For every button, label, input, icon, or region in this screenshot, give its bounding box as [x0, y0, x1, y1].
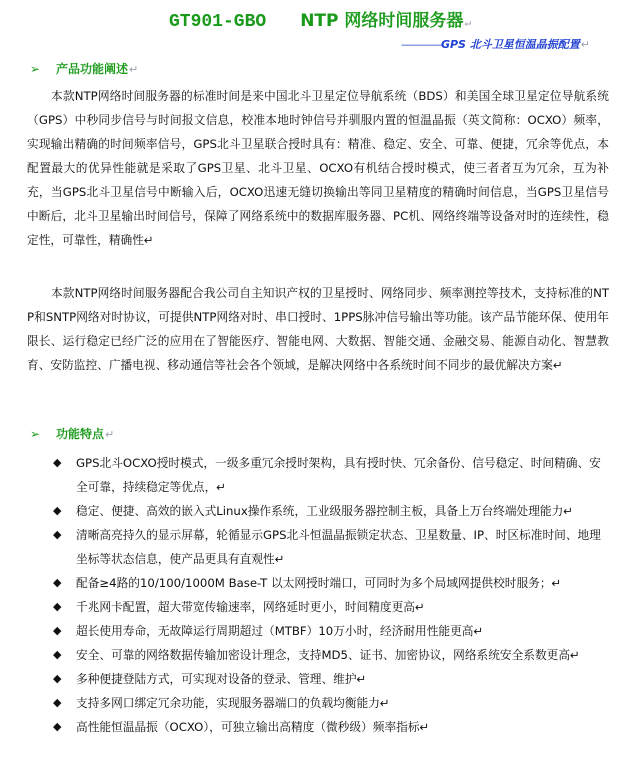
subtitle-text: GPS 北斗卫星恒温晶振配置: [440, 38, 580, 51]
list-item: [0, 667, 611, 691]
diamond-bullet-icon: ◆: [53, 720, 62, 733]
feature-list: [0, 451, 640, 739]
paragraph-mark: ↵: [129, 63, 139, 76]
feature-text: 配备≥4路的10/100/1000M Base-T 以太网授时端口，可同时为多个局域网提供校时服务；↵: [76, 576, 562, 590]
section-title: 产品功能阐述: [56, 62, 129, 76]
feature-text: 超长使用寿命，无故障运行周期超过（MTBF）10万小时，经济耐用性能更高↵: [76, 624, 484, 638]
list-item: [0, 451, 611, 499]
diamond-bullet-icon: ◆: [53, 624, 62, 637]
diamond-bullet-icon: ◆: [53, 456, 62, 469]
section-title: 功能特点: [56, 427, 105, 441]
feature-text: 清晰高亮持久的显示屏幕，轮循显示GPS北斗恒温晶振锁定状态、卫星数量、IP、时区标准时间、地理坐标等状态信息，使产品更具有直观性↵: [76, 528, 601, 566]
paragraph-overview-1: 本款NTP网络时间服务器的标准时间是来中国北斗卫星定位导航系统（BDS）和美国全球卫星定位导航系统（GPS）中秒同步信号与时间报文信息，校准本地时钟信号并驯服内置的恒温晶振（英文简称：OCXO）频率，实现输出精确的时间频率信号，GPS北斗卫星联合授时具有：精准、稳定、安全、可靠、便捷，冗余等优点，本配置最大的优异性能就是采取了GPS卫星、北斗卫星、OCXO有机结合授时模式，使三者者互为冗余，互为补充，当GPS北斗卫星信号中断输入后，OCXO迅速无缝切换输出等同卫星精度的精确时间信息，当GPS卫星信号中断后，北斗卫星输出时间信号，保障了网络系统中的数据库服务器、PC机、网络终端等设备对时的连续性，稳定性，可靠性，精确性↵: [27, 89, 609, 247]
diamond-bullet-icon: ◆: [53, 504, 62, 517]
feature-text: GPS北斗OCXO授时模式，一级多重冗余授时架构，具有授时快、冗余备份、信号稳定、时间精确、安全可靠，持续稳定等优点，↵: [76, 456, 601, 494]
arrow-bullet-icon: ➢: [30, 427, 41, 441]
diamond-bullet-icon: ◆: [53, 648, 62, 661]
feature-text: 千兆网卡配置，超大带宽传输速率，网络延时更小，时间精度更高↵: [76, 600, 425, 614]
document-title: [0, 6, 640, 32]
paragraph-overview-2: 本款NTP网络时间服务器配合我公司自主知识产权的卫星授时、网络同步、频率测控等技术，支持标准的NTP和SNTP网络对时协议，可提供NTP网络对时、串口授时、1PPS脉冲信号输出等功能。该产品节能环保、使用年限长、运行稳定已经广泛的应用在了智能医疗、智能电网、大数据、智能交通、金融交易、能源自动化、智慧教育、安防监控、广播电视、移动通信等社会各个领域，是解决网络中各系统时间不同步的最优解决方案↵: [27, 286, 609, 372]
diamond-bullet-icon: ◆: [53, 672, 62, 685]
diamond-bullet-icon: ◆: [53, 696, 62, 709]
feature-text: 稳定、便捷、高效的嵌入式Linux操作系统，工业级服务器控制主板，具备上万台终端处理能力↵: [76, 504, 574, 518]
paragraph-mark: ↵: [105, 428, 115, 441]
feature-text: 多种便捷登陆方式，可实现对设备的登录、管理、维护↵: [76, 672, 367, 686]
diamond-bullet-icon: ◆: [53, 576, 62, 589]
list-item: [0, 715, 611, 739]
list-item: [0, 571, 611, 595]
subtitle-dash: ————: [400, 38, 441, 51]
arrow-bullet-icon: ➢: [30, 62, 41, 76]
paragraph-mark: ↵: [464, 18, 472, 30]
list-item: [0, 499, 611, 523]
diamond-bullet-icon: ◆: [53, 528, 62, 541]
list-item: [0, 691, 611, 715]
feature-text: 安全、可靠的网络数据传输加密设计理念，支持MD5、证书、加密协议，网络系统安全系数更高↵: [76, 648, 580, 662]
section-heading-overview: [30, 60, 138, 77]
list-item: [0, 595, 611, 619]
list-item: [0, 523, 611, 571]
section-heading-features: [30, 425, 114, 442]
document-subtitle: [0, 36, 590, 52]
title-model: GT901-GBO: [168, 12, 267, 32]
list-item: [0, 619, 611, 643]
feature-text: 高性能恒温晶振（OCXO），可独立输出高精度（微秒级）频率指标↵: [76, 720, 430, 734]
title-name: NTP 网络时间服务器: [300, 11, 464, 31]
diamond-bullet-icon: ◆: [53, 600, 62, 613]
paragraph-mark: ↵: [580, 38, 590, 51]
list-item: [0, 643, 611, 667]
feature-text: 支持多网口绑定冗余功能，实现服务器端口的负载均衡能力↵: [76, 696, 390, 710]
